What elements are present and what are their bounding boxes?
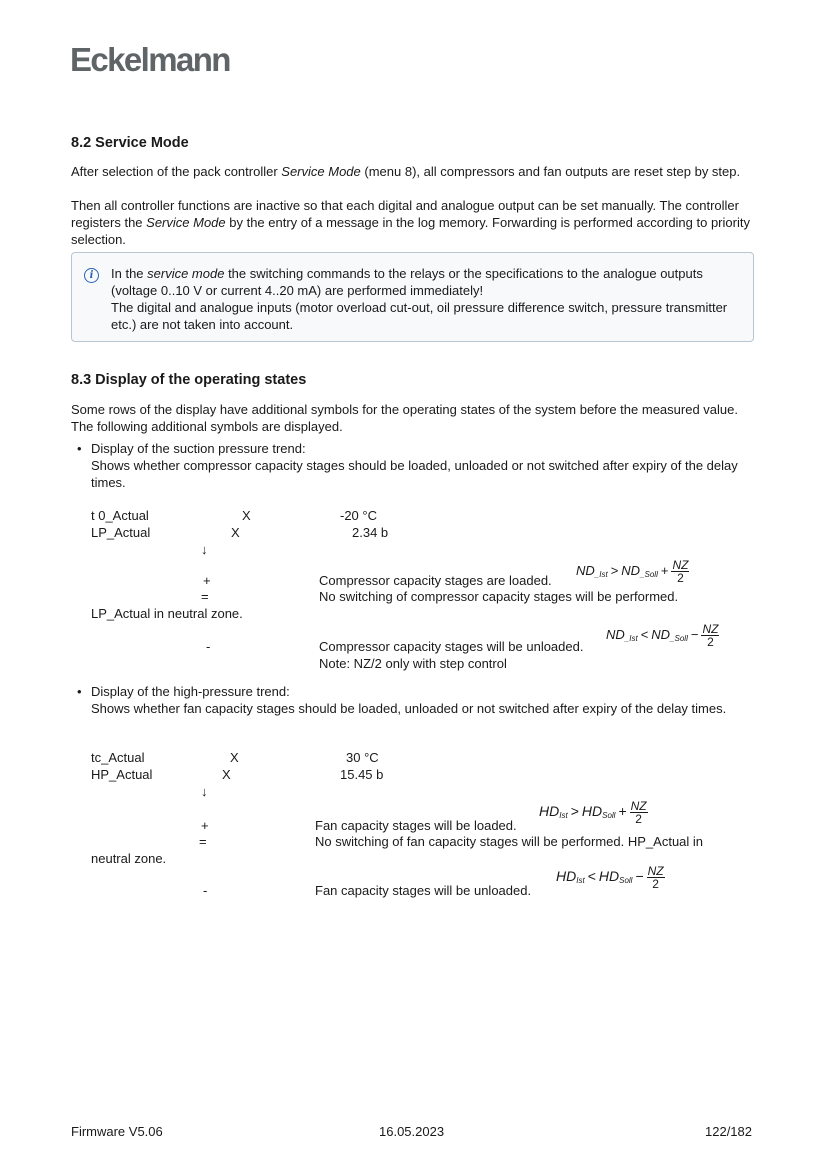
- formula-term: HD: [598, 868, 620, 885]
- fraction-denominator: 2: [652, 877, 659, 891]
- formula-operator: <: [587, 868, 596, 885]
- footer-firmware: Firmware V5.06: [71, 1124, 163, 1139]
- neutral-description-cont: LP_Actual in neutral zone.: [91, 606, 243, 621]
- highpressure-trend-desc: Shows whether fan capacity stages should be loaded, unloaded or not switched after expiry of the delay times.: [91, 701, 727, 716]
- formula-term: ND: [606, 626, 625, 642]
- display-value: 2.34 b: [352, 525, 389, 540]
- service-mode-paragraph-1: [71, 163, 761, 180]
- eckelmann-logo: Eckelmann: [70, 41, 230, 78]
- formula-term: HD: [581, 803, 603, 820]
- display-marker: X: [231, 525, 240, 540]
- formula-fraction: [630, 800, 648, 825]
- section-heading-service-mode: 8.2 Service Mode: [71, 135, 189, 151]
- load-formula: [539, 800, 648, 825]
- display-label: LP_Actual: [91, 525, 151, 540]
- fraction-denominator: 2: [677, 571, 684, 585]
- note-line-2: The digital and analogue inputs (motor overload cut-out, oil pressure difference switch, pressure transmitter etc.) are not taken into account.: [111, 300, 728, 332]
- text: (menu 8), all compressors and fan outputs are reset step by step.: [360, 164, 741, 179]
- text: After selection of the pack controller: [71, 164, 282, 179]
- display-label: tc_Actual: [91, 750, 145, 765]
- formula-term: HD: [539, 803, 560, 820]
- footer-page-number: 122/182: [705, 1124, 752, 1139]
- minus-symbol: -: [206, 639, 211, 654]
- fraction-numerator: NZ: [672, 558, 689, 572]
- formula-term: ND: [576, 562, 595, 578]
- plus-symbol: +: [201, 818, 209, 833]
- unload-formula: [606, 623, 719, 648]
- formula-subscript: _Ist: [624, 633, 638, 643]
- info-icon: i: [84, 268, 99, 283]
- suction-trend-desc: Shows whether compressor capacity stages should be loaded, unloaded or not switched after expiry of the delay times.: [91, 458, 738, 490]
- emphasis-service-mode: Service Mode: [146, 215, 226, 230]
- info-note-box: [71, 252, 754, 342]
- text: Then all controller functions are inactive so that each digital and analogue output can be set manually. The controller registers the: [71, 198, 739, 230]
- section-heading-operating-states: 8.3 Display of the operating states: [71, 372, 307, 388]
- note-line-1: [111, 265, 751, 299]
- minus-symbol: -: [203, 883, 208, 898]
- display-marker: X: [230, 750, 239, 765]
- formula-subscript: _Soll: [670, 633, 688, 643]
- display-label: HP_Actual: [91, 767, 153, 782]
- text: In the: [111, 266, 148, 281]
- formula-operator: <: [640, 626, 649, 642]
- unload-description: Compressor capacity stages will be unloaded.: [319, 639, 584, 654]
- formula-fraction: [701, 623, 719, 648]
- highpressure-trend-description: [91, 683, 756, 717]
- fraction-numerator: NZ: [630, 799, 647, 813]
- formula-term: ND: [651, 626, 671, 642]
- formula-operator: >: [610, 562, 619, 578]
- suction-trend-title: Display of the suction pressure trend:: [91, 441, 306, 456]
- formula-operator: −: [690, 626, 699, 642]
- formula-operator: >: [570, 803, 579, 820]
- display-value: -20 °C: [340, 508, 377, 523]
- formula-operator: +: [660, 562, 669, 578]
- formula-subscript: Ist: [576, 876, 585, 886]
- neutral-description: No switching of fan capacity stages will be performed. HP_Actual in: [315, 834, 704, 849]
- bullet: •: [77, 684, 82, 699]
- footer-date: 16.05.2023: [379, 1124, 445, 1139]
- down-arrow-icon: ↓: [201, 784, 208, 799]
- display-marker: X: [222, 767, 231, 782]
- equals-symbol: =: [201, 589, 209, 604]
- formula-subscript: _Ist: [594, 569, 608, 579]
- unload-description: Fan capacity stages will be unloaded.: [315, 883, 532, 898]
- formula-operator: +: [618, 803, 627, 820]
- text: the switching commands to the relays or the specifications to the analogue outputs (voltage 0..10 V or current 4..20 mA) are performed immediately!: [111, 266, 703, 298]
- formula-operator: −: [635, 868, 644, 885]
- formula-subscript: Soll: [619, 876, 633, 886]
- text: by the entry of a message in the log memory. Forwarding is performed according to priority selection.: [71, 215, 750, 247]
- info-note-text: [111, 265, 751, 333]
- formula-term: HD: [556, 868, 577, 885]
- emphasis-service-mode: Service Mode: [281, 164, 361, 179]
- fraction-numerator: NZ: [702, 622, 719, 636]
- down-arrow-icon: ↓: [201, 542, 208, 557]
- fraction-denominator: 2: [707, 635, 714, 649]
- emphasis-service-mode: service mode: [147, 266, 225, 281]
- formula-fraction: [647, 865, 665, 890]
- neutral-description-cont: neutral zone.: [91, 851, 167, 866]
- operating-states-intro: Some rows of the display have additional symbols for the operating states of the system before the measured value. The following additional symbols are displayed.: [71, 402, 738, 434]
- fraction-denominator: 2: [635, 812, 642, 826]
- highpressure-trend-title: Display of the high-pressure trend:: [91, 684, 290, 699]
- display-value: 30 °C: [346, 750, 379, 765]
- formula-fraction: [671, 559, 689, 584]
- formula-subscript: Ist: [559, 811, 568, 821]
- display-label: t 0_Actual: [91, 508, 149, 523]
- display-marker: X: [242, 508, 251, 523]
- step-control-note: Note: NZ/2 only with step control: [319, 656, 507, 671]
- formula-subscript: _Soll: [640, 569, 658, 579]
- unload-formula: [556, 865, 665, 890]
- plus-symbol: +: [203, 573, 211, 588]
- suction-trend-description: [91, 440, 756, 491]
- fraction-numerator: NZ: [647, 864, 664, 878]
- load-description: Fan capacity stages will be loaded.: [315, 818, 517, 833]
- load-formula: [576, 559, 689, 584]
- formula-term: ND: [621, 562, 641, 578]
- bullet: •: [77, 441, 82, 456]
- formula-subscript: Soll: [602, 811, 616, 821]
- load-description: Compressor capacity stages are loaded.: [319, 573, 552, 588]
- display-value: 15.45 b: [340, 767, 384, 782]
- equals-symbol: =: [199, 834, 207, 849]
- service-mode-paragraph-2: [71, 197, 761, 248]
- neutral-description: No switching of compressor capacity stages will be performed.: [319, 589, 679, 604]
